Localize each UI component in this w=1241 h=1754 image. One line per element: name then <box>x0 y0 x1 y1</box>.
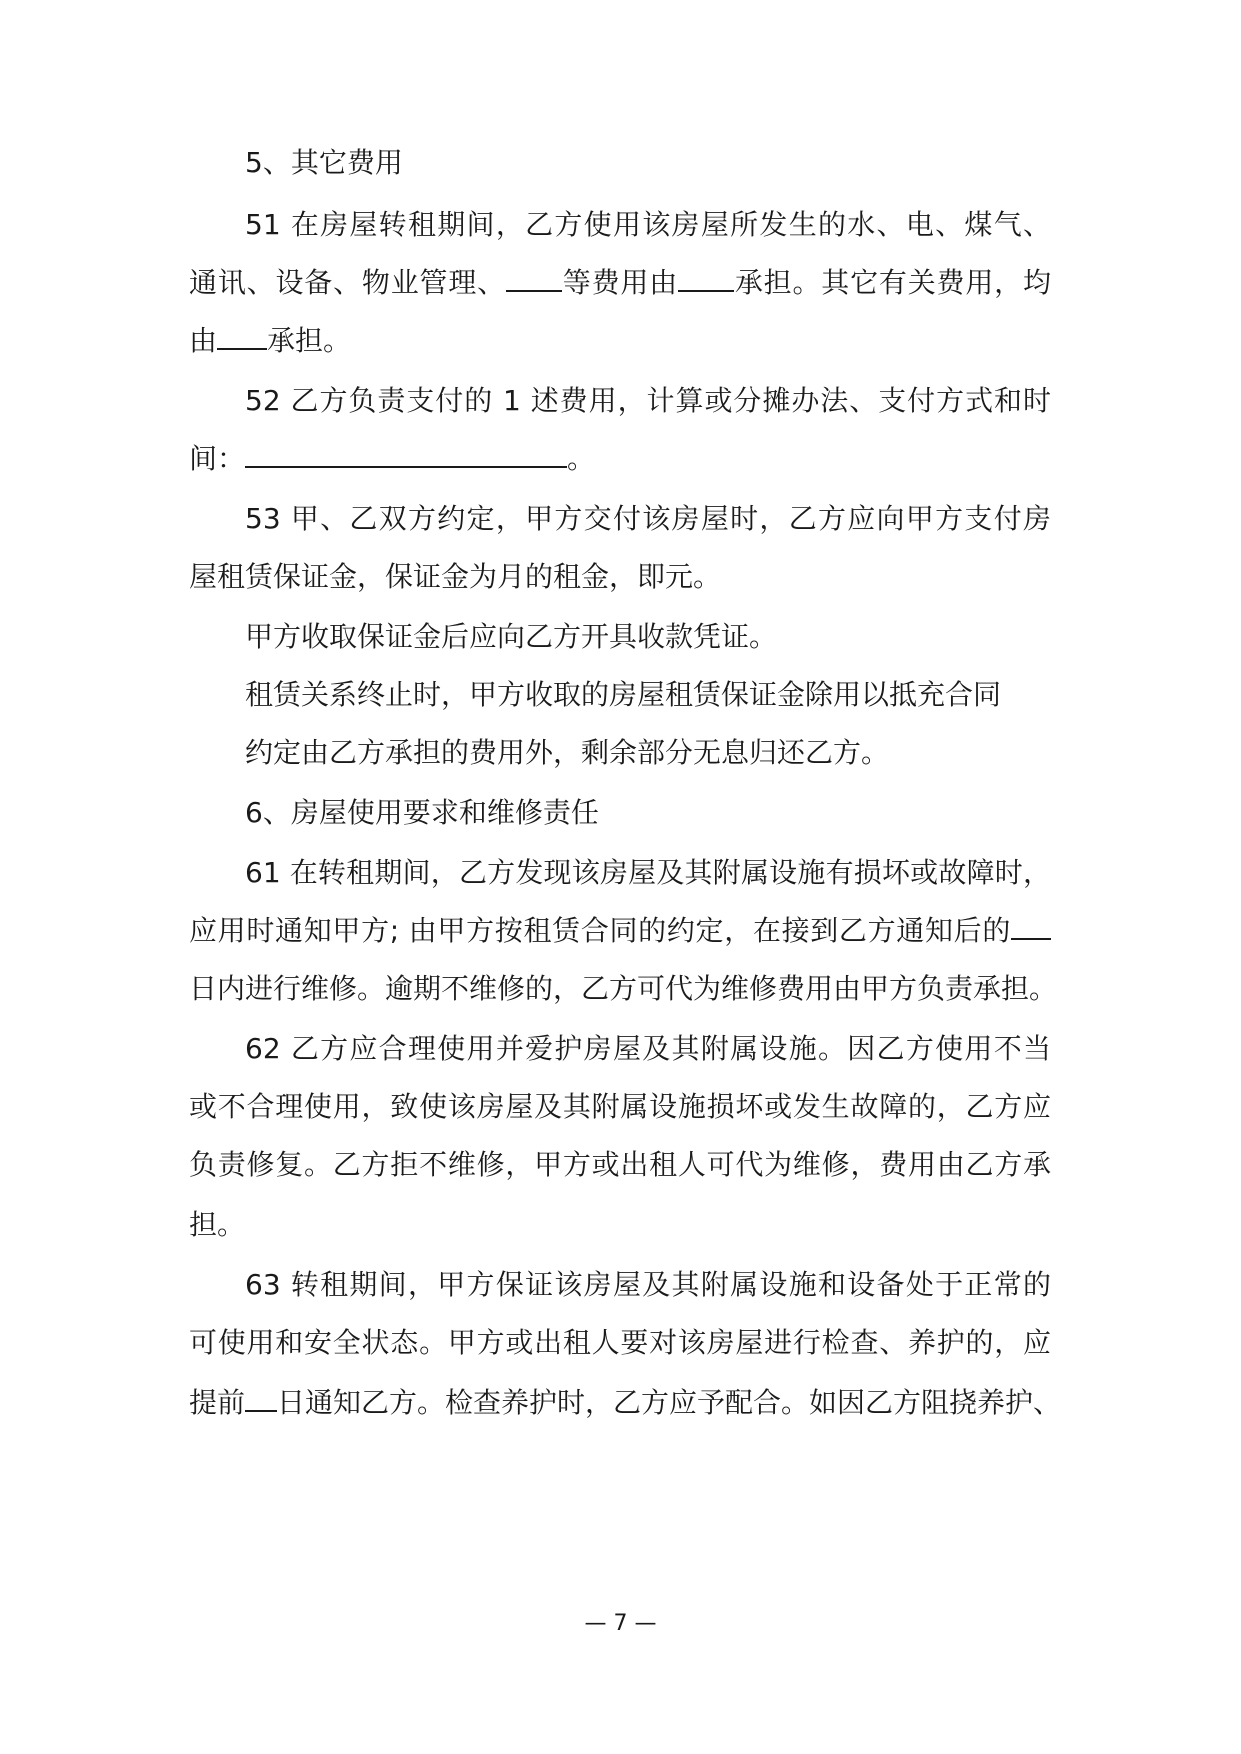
paragraph-6-1-line-1: 61 在转租期间，乙方发现该房屋及其附属设施有损坏或故障时， <box>245 856 1051 889</box>
paragraph-6-2-line-1: 62 乙方应合理使用并爱护房屋及其附属设施。因乙方使用不当 <box>245 1032 1051 1065</box>
blank-line <box>506 264 562 292</box>
blank-line <box>1011 912 1051 940</box>
paragraph-5-3-line-4: 租赁关系终止时，甲方收取的房屋租赁保证金除用以抵充合同 <box>245 678 1002 711</box>
paragraph-6-2-line-4: 担。 <box>189 1208 246 1241</box>
paragraph-6-3-line-3: 提前 日通知乙方。检查养护时，乙方应予配合。如因乙方阻挠养护、 <box>189 1386 1062 1419</box>
section-6-heading: 6、房屋使用要求和维修责任 <box>245 796 599 829</box>
paragraph-5-2-line-2: 间： 。 <box>189 442 596 475</box>
section-5-heading: 5、其它费用 <box>245 146 403 179</box>
paragraph-5-3-line-5: 约定由乙方承担的费用外，剩余部分无息归还乙方。 <box>245 736 890 769</box>
page-number: — 7 — <box>584 1611 657 1636</box>
blank-line <box>678 264 734 292</box>
paragraph-6-2-line-2: 或不合理使用，致使该房屋及其附属设施损坏或发生故障的，乙方应 <box>189 1090 1051 1123</box>
paragraph-5-2-line-1: 52 乙方负责支付的 1 述费用，计算或分摊办法、支付方式和时 <box>245 384 1051 417</box>
paragraph-6-1-line-2: 应用时通知甲方; 由甲方按租赁合同的约定，在接到乙方通知后的 <box>189 911 1051 951</box>
paragraph-6-3-line-2: 可使用和安全状态。甲方或出租人要对该房屋进行检查、养护的，应 <box>189 1326 1051 1359</box>
paragraph-5-1-line-3: 由 承担。 <box>189 324 352 357</box>
paragraph-6-2-line-3: 负责修复。乙方拒不维修，甲方或出租人可代为维修，费用由乙方承 <box>189 1148 1051 1181</box>
paragraph-5-3-line-1: 53 甲、乙双方约定，甲方交付该房屋时，乙方应向甲方支付房 <box>245 502 1051 535</box>
paragraph-5-1-line-1: 51 在房屋转租期间，乙方使用该房屋所发生的水、电、煤气、 <box>245 208 1051 241</box>
paragraph-6-3-line-1: 63 转租期间，甲方保证该房屋及其附属设施和设备处于正常的 <box>245 1268 1051 1301</box>
paragraph-5-3-line-3: 甲方收取保证金后应向乙方开具收款凭证。 <box>245 620 778 653</box>
paragraph-6-1-line-3: 日内进行维修。逾期不维修的，乙方可代为维修费用由甲方负责承担。 <box>189 972 1058 1005</box>
blank-line <box>217 322 267 350</box>
blank-line <box>245 440 567 468</box>
paragraph-5-1-line-2: 通讯、设备、物业管理、 等费用由 承担。其它有关费用，均 <box>189 266 1051 299</box>
paragraph-5-3-line-2: 屋租赁保证金，保证金为月的租金，即元。 <box>189 560 722 593</box>
blank-line <box>245 1384 277 1412</box>
